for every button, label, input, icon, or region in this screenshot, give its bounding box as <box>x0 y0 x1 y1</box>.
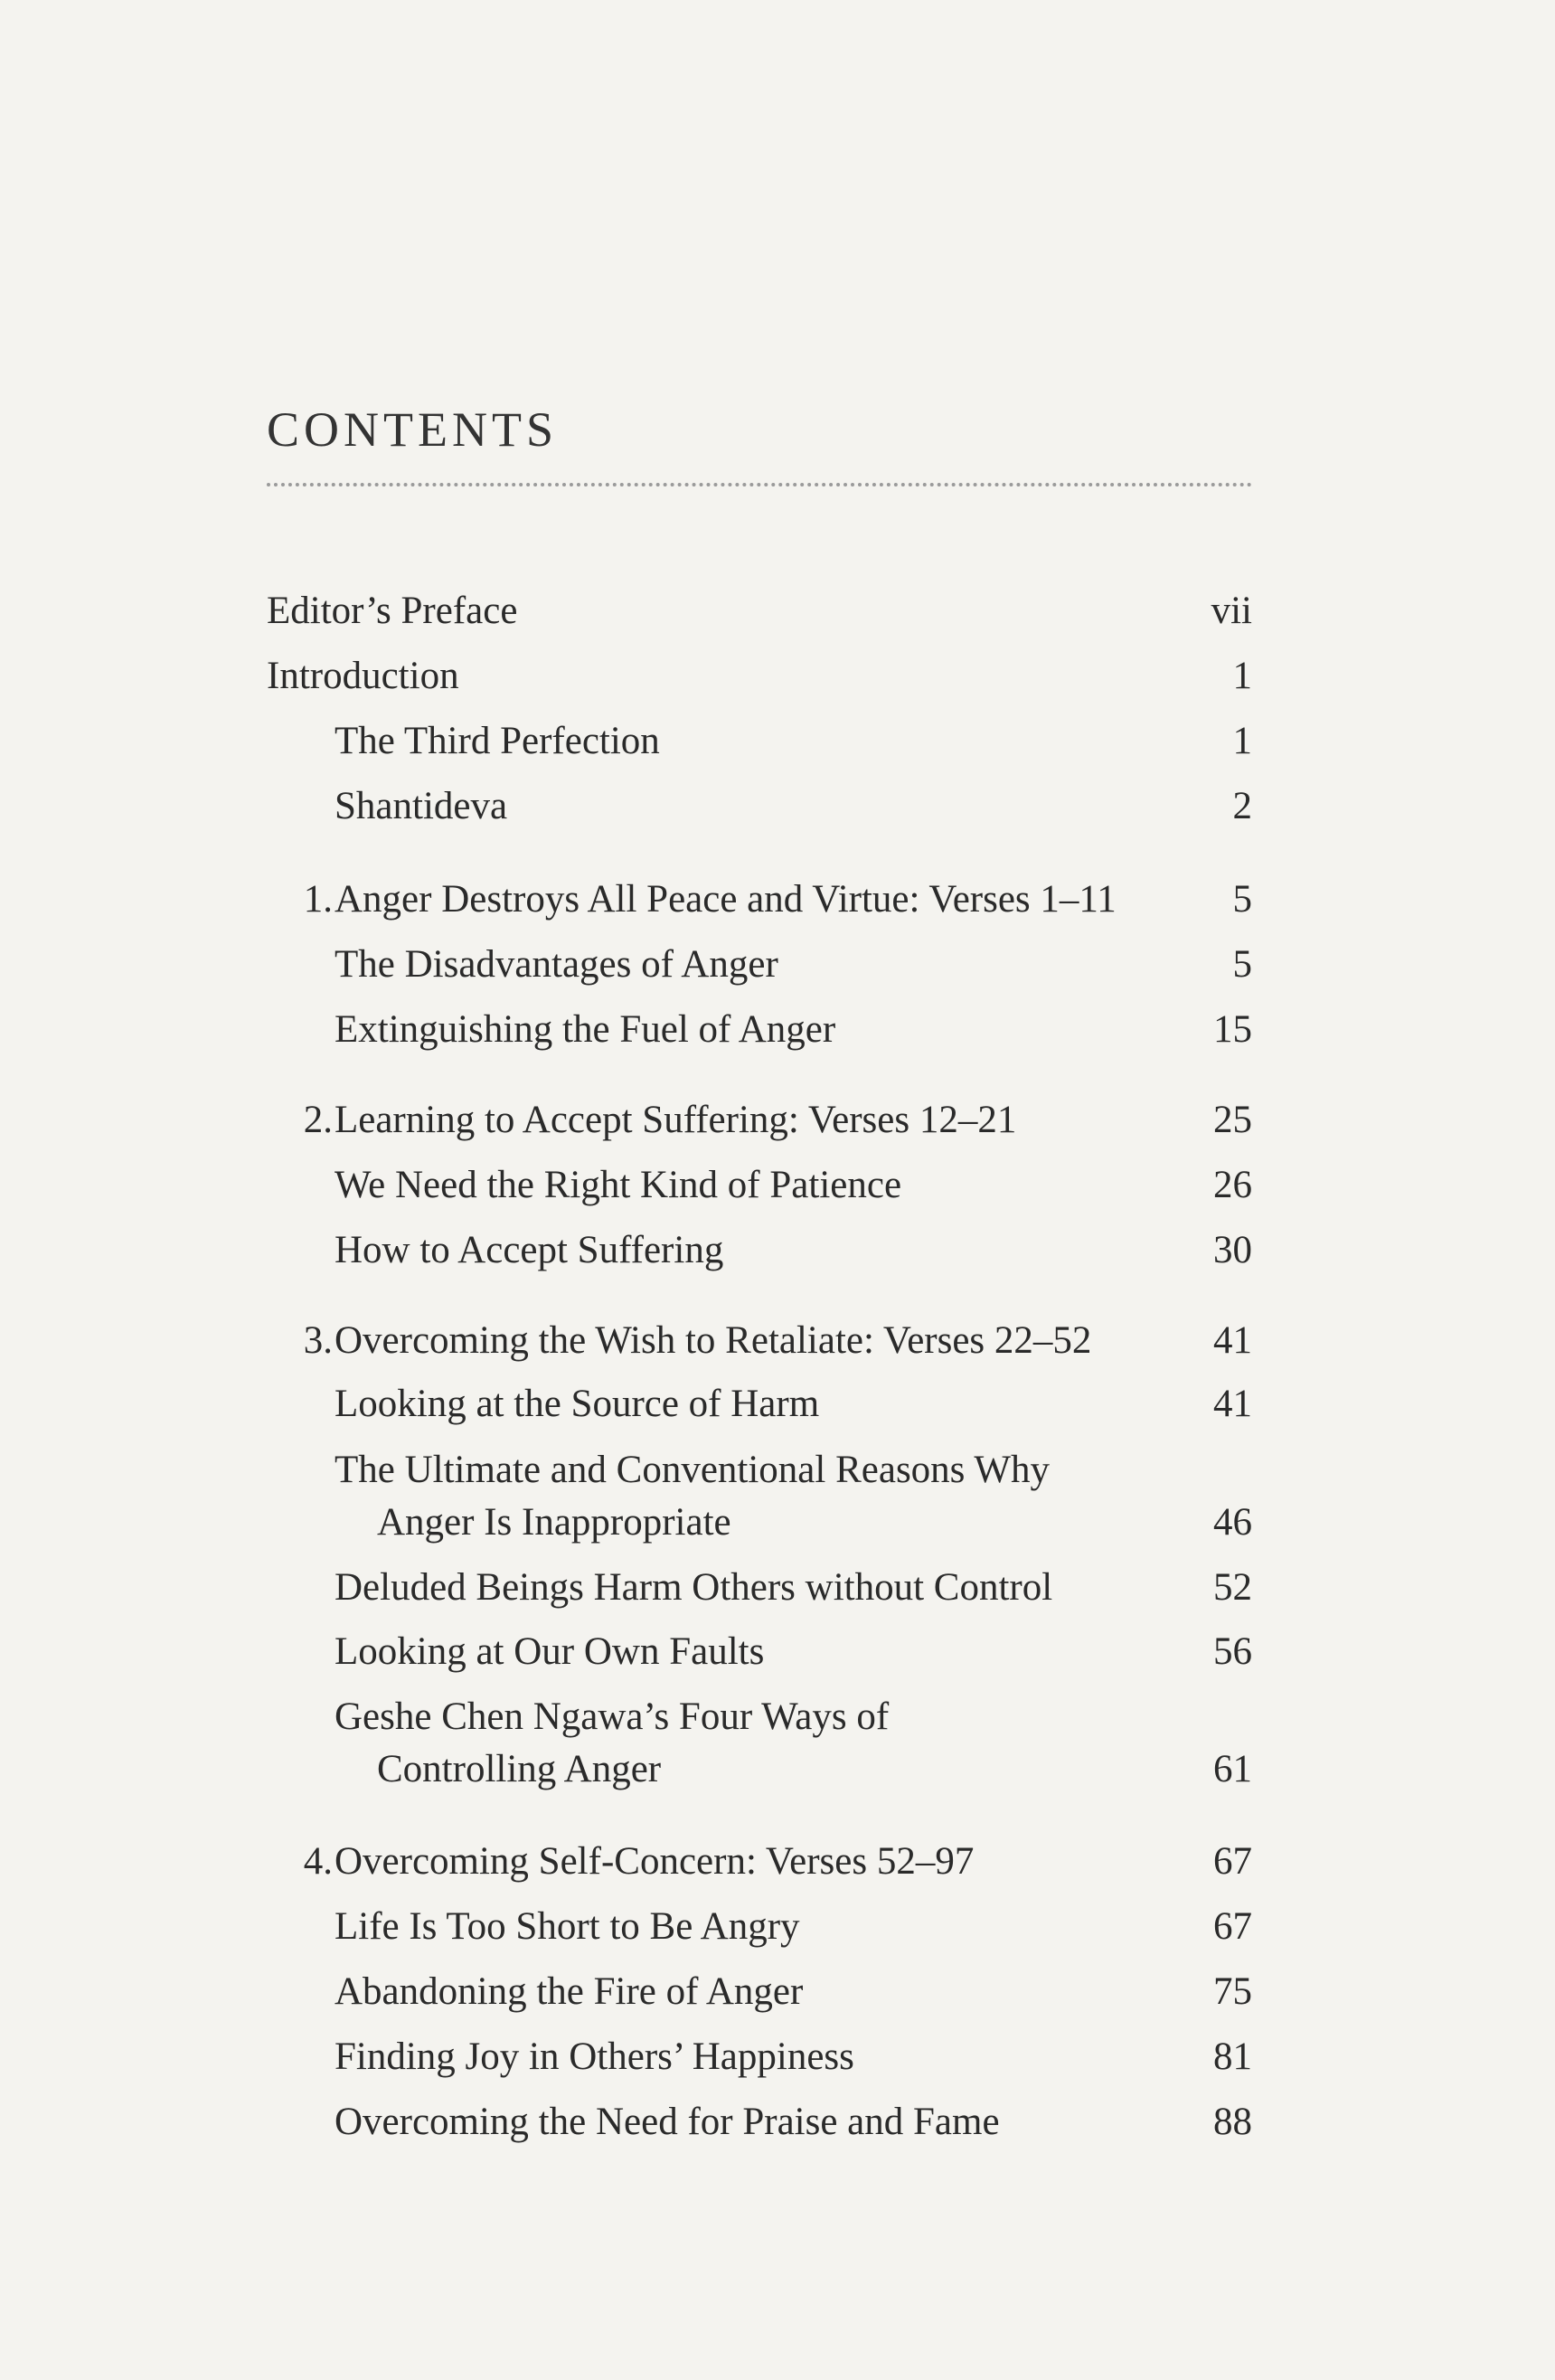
entry-page: 1 <box>1232 655 1252 697</box>
entry-title: How to Accept Suffering <box>335 1229 724 1271</box>
entry-page: 26 <box>1213 1164 1252 1206</box>
entry-page: 88 <box>1213 2101 1252 2143</box>
contents-heading: CONTENTS <box>267 402 558 457</box>
entry-title: Anger Destroys All Peace and Virtue: Verses 1–11 <box>335 878 1117 921</box>
entry-title: The Disadvantages of Anger <box>335 943 778 986</box>
entry-title: Geshe Chen Ngawa’s Four Ways of <box>335 1695 890 1738</box>
entry-title: Overcoming the Need for Praise and Fame <box>335 2101 1000 2143</box>
entry-page: 46 <box>1213 1501 1252 1544</box>
entry-page: 15 <box>1213 1008 1252 1051</box>
entry-page: 52 <box>1213 1566 1252 1609</box>
entry-page: 2 <box>1232 785 1252 827</box>
entry-title: Overcoming Self-Concern: Verses 52–97 <box>335 1840 975 1883</box>
entry-page: 5 <box>1232 943 1252 986</box>
entry-title: Introduction <box>267 655 459 697</box>
entry-page: 67 <box>1213 1905 1252 1948</box>
entry-page: 41 <box>1213 1319 1252 1362</box>
entry-title-continuation: Anger Is Inappropriate <box>377 1501 731 1544</box>
entry-page: 67 <box>1213 1840 1252 1883</box>
entry-title: Looking at Our Own Faults <box>335 1630 765 1673</box>
entry-title: Looking at the Source of Harm <box>335 1383 820 1425</box>
entry-title: Extinguishing the Fuel of Anger <box>335 1008 836 1051</box>
entry-title: Overcoming the Wish to Retaliate: Verses 22–52 <box>335 1319 1092 1362</box>
entry-page: 75 <box>1213 1970 1252 2013</box>
entry-title: We Need the Right Kind of Patience <box>335 1164 902 1206</box>
entry-title: Editor’s Preface <box>267 590 518 632</box>
entry-page: 81 <box>1213 2035 1252 2078</box>
entry-page: 1 <box>1232 720 1252 762</box>
entry-title-continuation: Controlling Anger <box>377 1748 662 1790</box>
entry-page: 30 <box>1213 1229 1252 1271</box>
entry-page: 25 <box>1213 1099 1252 1141</box>
chapter-number: 1. <box>303 878 333 921</box>
chapter-number: 3. <box>303 1319 333 1362</box>
entry-page: 61 <box>1213 1748 1252 1790</box>
entry-title: Shantideva <box>335 785 508 827</box>
chapter-number: 2. <box>303 1099 333 1141</box>
entry-title: The Ultimate and Conventional Reasons Why <box>335 1449 1050 1491</box>
entry-page: 5 <box>1232 878 1252 921</box>
entry-title: The Third Perfection <box>335 720 660 762</box>
dotted-rule <box>267 483 1252 486</box>
entry-title: Life Is Too Short to Be Angry <box>335 1905 800 1948</box>
entry-title: Abandoning the Fire of Anger <box>335 1970 804 2013</box>
entry-page: 56 <box>1213 1630 1252 1673</box>
chapter-number: 4. <box>303 1840 333 1883</box>
entry-page: vii <box>1211 590 1252 632</box>
entry-title: Deluded Beings Harm Others without Control <box>335 1566 1053 1609</box>
entry-page: 41 <box>1213 1383 1252 1425</box>
entry-title: Learning to Accept Suffering: Verses 12–21 <box>335 1099 1017 1141</box>
entry-title: Finding Joy in Others’ Happiness <box>335 2035 854 2078</box>
